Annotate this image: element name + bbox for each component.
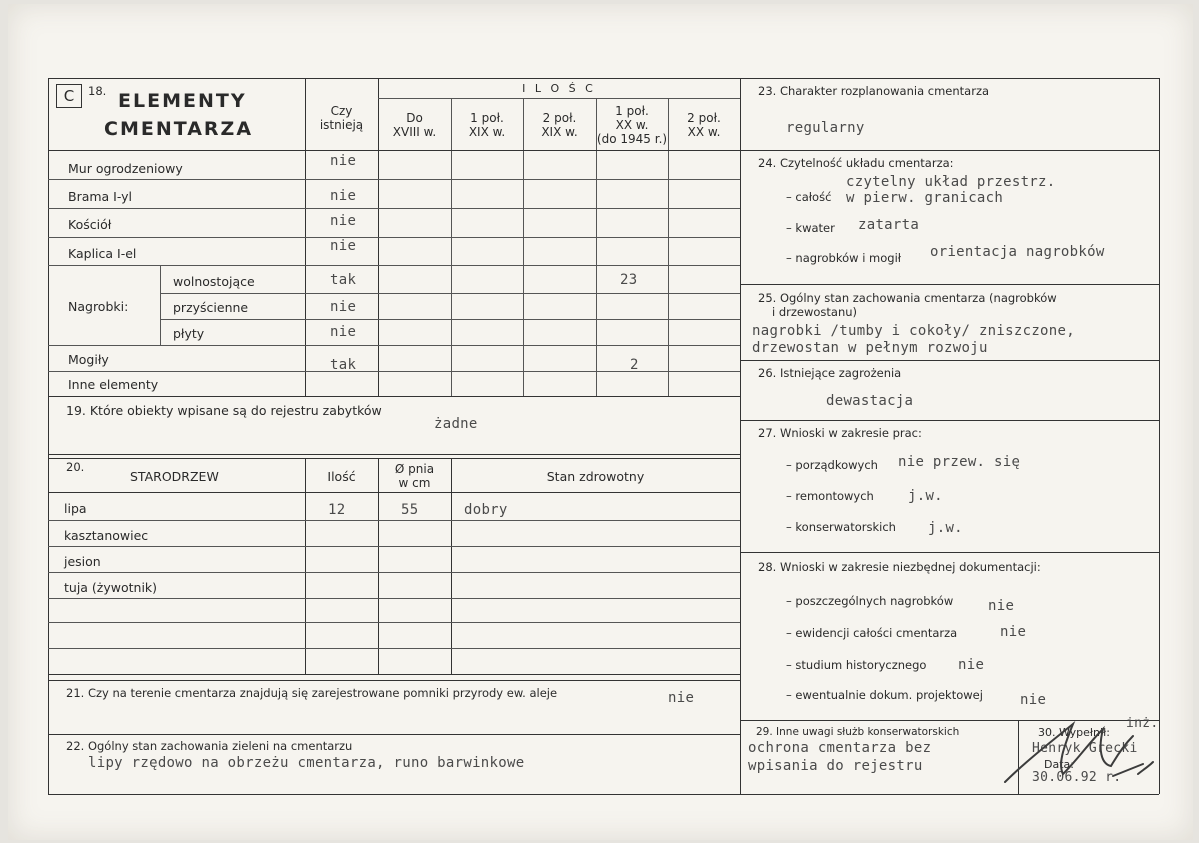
- s18-ilosc-underline: [378, 98, 740, 99]
- s18-ilosc-header: I L O Ś C: [522, 82, 596, 95]
- s18-header-bottom: [48, 150, 740, 151]
- tree-name: lipa: [64, 501, 87, 516]
- value-mur: nie: [330, 153, 357, 169]
- s20-bottom: [48, 674, 740, 675]
- value-brama: nie: [330, 188, 357, 204]
- s30-date: 30.06.92 r.: [1032, 770, 1122, 785]
- s20-header: STARODRZEW: [130, 469, 219, 484]
- tree-name: tuja (żywotnik): [64, 580, 158, 595]
- s27-item-value: j.w.: [908, 488, 943, 504]
- s27-item-label: – konserwatorskich: [786, 520, 896, 534]
- s20-row-line: [48, 546, 740, 547]
- s28-item-label: – ewentualnie dokum. projektowej: [786, 688, 983, 702]
- signature: [993, 704, 1163, 794]
- s27-item-label: – porządkowych: [786, 458, 878, 472]
- s30-title: inż.: [1126, 716, 1159, 731]
- s18-vline-c5: [668, 98, 669, 396]
- s18-row-line: [48, 179, 740, 180]
- s18-nagrobki-divider: [160, 265, 161, 345]
- s18-col-header-2: 1 poł. XIX w.: [468, 111, 506, 139]
- s25-bottom: [740, 360, 1159, 361]
- row-label-wolnostojace: wolnostojące: [173, 274, 255, 289]
- s24-nagrobkow-label: – nagrobków i mogił: [786, 251, 902, 265]
- s20-top: [48, 458, 740, 459]
- count-wolnostojace: 23: [620, 272, 638, 288]
- s24-calosc-value-2: w pierw. granicach: [846, 190, 1004, 206]
- s22-label: 22. Ogólny stan zachowania zieleni na cmentarzu: [66, 739, 353, 753]
- value-plyty: nie: [330, 324, 357, 340]
- s28-item-label: – studium historycznego: [786, 658, 927, 672]
- s30-name: Henryk Grecki: [1032, 741, 1138, 756]
- value-kaplica: nie: [330, 238, 357, 254]
- row-label-mogily: Mogiły: [68, 352, 109, 367]
- s24-bottom: [740, 284, 1159, 285]
- s23-label: 23. Charakter rozplanowania cmentarza: [758, 84, 990, 98]
- s20-row-line: [48, 598, 740, 599]
- s20-col-health: Stan zdrowotny: [546, 469, 645, 484]
- frame-right: [1159, 78, 1160, 794]
- s21-top: [48, 680, 740, 681]
- s25-value-line1: nagrobki /tumby i cokoły/ zniszczone,: [752, 323, 1075, 339]
- s18-col-header-4: 1 poł. XX w. (do 1945 r.): [596, 104, 668, 146]
- s18-row-line: [48, 265, 740, 266]
- s24-calosc-label: – całość: [786, 190, 832, 204]
- s21-label: 21. Czy na terenie cmentarza znajdują się zarejestrowane pomniki przyrody ew. aleje: [66, 686, 558, 700]
- s28-item-value: nie: [988, 598, 1015, 614]
- s24-label: 24. Czytelność układu cmentarza:: [758, 156, 954, 170]
- tree-name: kasztanowiec: [64, 528, 149, 543]
- row-label-nagrobki: Nagrobki:: [68, 299, 129, 314]
- s19-value: żadne: [434, 416, 478, 432]
- s18-number: 18.: [88, 84, 107, 98]
- s26-value: dewastacja: [826, 393, 914, 409]
- s22-value: lipy rzędowo na obrzeżu cmentarza, runo barwinkowe: [88, 755, 525, 771]
- s27-item-value: nie przew. się: [898, 454, 1021, 470]
- frame-left: [48, 78, 49, 794]
- s23-value: regularny: [786, 120, 865, 136]
- s19-label: 19. Które obiekty wpisane są do rejestru zabytków: [66, 403, 382, 418]
- s20-number: 20.: [66, 460, 85, 474]
- s20-row-line: [48, 572, 740, 573]
- s18-row-line: [160, 319, 740, 320]
- s20-row-line: [48, 520, 740, 521]
- s20-vline-count: [305, 458, 306, 674]
- s29-value-line2: wpisania do rejestru: [748, 758, 923, 774]
- s18-row-line: [48, 345, 740, 346]
- s28-item-value: nie: [1000, 624, 1027, 640]
- s21-bottom: [48, 734, 740, 735]
- value-przyscienne: nie: [330, 299, 357, 315]
- s18-title-line1: ELEMENTY: [118, 90, 247, 112]
- s25-value-line2: drzewostan w pełnym rozwoju: [752, 340, 988, 356]
- s27-item-label: – remontowych: [786, 489, 874, 503]
- s25-label-line2: i drzewostanu): [772, 305, 858, 319]
- s18-row-line: [48, 237, 740, 238]
- s29-label: 29. Inne uwagi służb konserwatorskich: [756, 726, 960, 738]
- s27-bottom: [740, 552, 1159, 553]
- s18-title-line2: CMENTARZA: [104, 118, 254, 140]
- row-label-brama: Brama I-yl: [68, 189, 133, 204]
- s20-row-line: [48, 648, 740, 649]
- s28-label: 28. Wnioski w zakresie niezbędnej dokumentacji:: [758, 560, 1041, 574]
- s20-col-count: Ilość: [327, 469, 356, 484]
- s18-col-header-3: 2 poł. XIX w.: [541, 111, 578, 139]
- s26-label: 26. Istniejące zagrożenia: [758, 366, 902, 380]
- s28-item-value: nie: [1020, 692, 1047, 708]
- s28-item-label: – ewidencji całości cmentarza: [786, 626, 958, 640]
- s18-row-line: [48, 208, 740, 209]
- s18-col-header-5: 2 poł. XX w.: [687, 111, 721, 139]
- s28-item-label: – poszczególnych nagrobków: [786, 594, 954, 608]
- form-card: [8, 4, 1193, 840]
- row-label-inne: Inne elementy: [68, 377, 159, 392]
- s20-col-diameter: Ø pnia w cm: [394, 462, 435, 490]
- s24-calosc-value-1: czytelny układ przestrz.: [846, 174, 1056, 190]
- row-label-kosciol: Kościół: [68, 217, 112, 232]
- s24-kwater-value: zatarta: [858, 217, 920, 233]
- section-letter-box: C: [56, 84, 82, 108]
- s25-label-line1: 25. Ogólny stan zachowania cmentarza (nagrobków: [758, 291, 1057, 305]
- s19-bottom: [48, 454, 740, 455]
- tree-count: 12: [328, 502, 346, 518]
- count-mogily: 2: [630, 357, 639, 373]
- s29-value-line1: ochrona cmentarza bez: [748, 740, 932, 756]
- value-kosciol: nie: [330, 213, 357, 229]
- s30-date-label: Data:: [1044, 758, 1074, 771]
- row-label-mur: Mur ogrodzeniowy: [68, 161, 183, 176]
- s28-item-value: nie: [958, 657, 985, 673]
- s18-col-header-1: Do XVIII w.: [392, 111, 437, 139]
- s26-bottom: [740, 420, 1159, 421]
- s18-exists-header: Czy istnieją: [319, 104, 364, 132]
- s20-row-line: [48, 622, 740, 623]
- s24-kwater-label: – kwater: [786, 221, 835, 235]
- s24-nagrobkow-value: orientacja nagrobków: [930, 244, 1105, 260]
- value-mogily: tak: [330, 357, 357, 373]
- s20-header-bottom: [48, 492, 740, 493]
- s20-vline-health: [451, 458, 452, 674]
- s21-value: nie: [668, 690, 695, 706]
- row-label-kaplica: Kaplica I-el: [68, 246, 137, 261]
- frame-middle: [740, 78, 741, 794]
- row-label-przyscienne: przyścienne: [173, 300, 249, 315]
- tree-name: jesion: [64, 554, 101, 569]
- s20-vline-diam: [378, 458, 379, 674]
- s27-item-value: j.w.: [928, 520, 963, 536]
- tree-diameter: 55: [401, 502, 419, 518]
- value-wolnostojace: tak: [330, 272, 357, 288]
- s18-bottom: [48, 396, 740, 397]
- s18-vline-c3: [523, 98, 524, 396]
- frame-top: [48, 78, 1159, 79]
- s18-vline-c2: [451, 98, 452, 396]
- s27-label: 27. Wnioski w zakresie prac:: [758, 426, 922, 440]
- frame-bottom: [48, 794, 1159, 795]
- s23-bottom: [740, 150, 1159, 151]
- s18-row-line: [160, 293, 740, 294]
- s30-label: 30. Wypełnił:: [1038, 726, 1110, 739]
- tree-health: dobry: [464, 502, 508, 518]
- row-label-plyty: płyty: [173, 326, 205, 341]
